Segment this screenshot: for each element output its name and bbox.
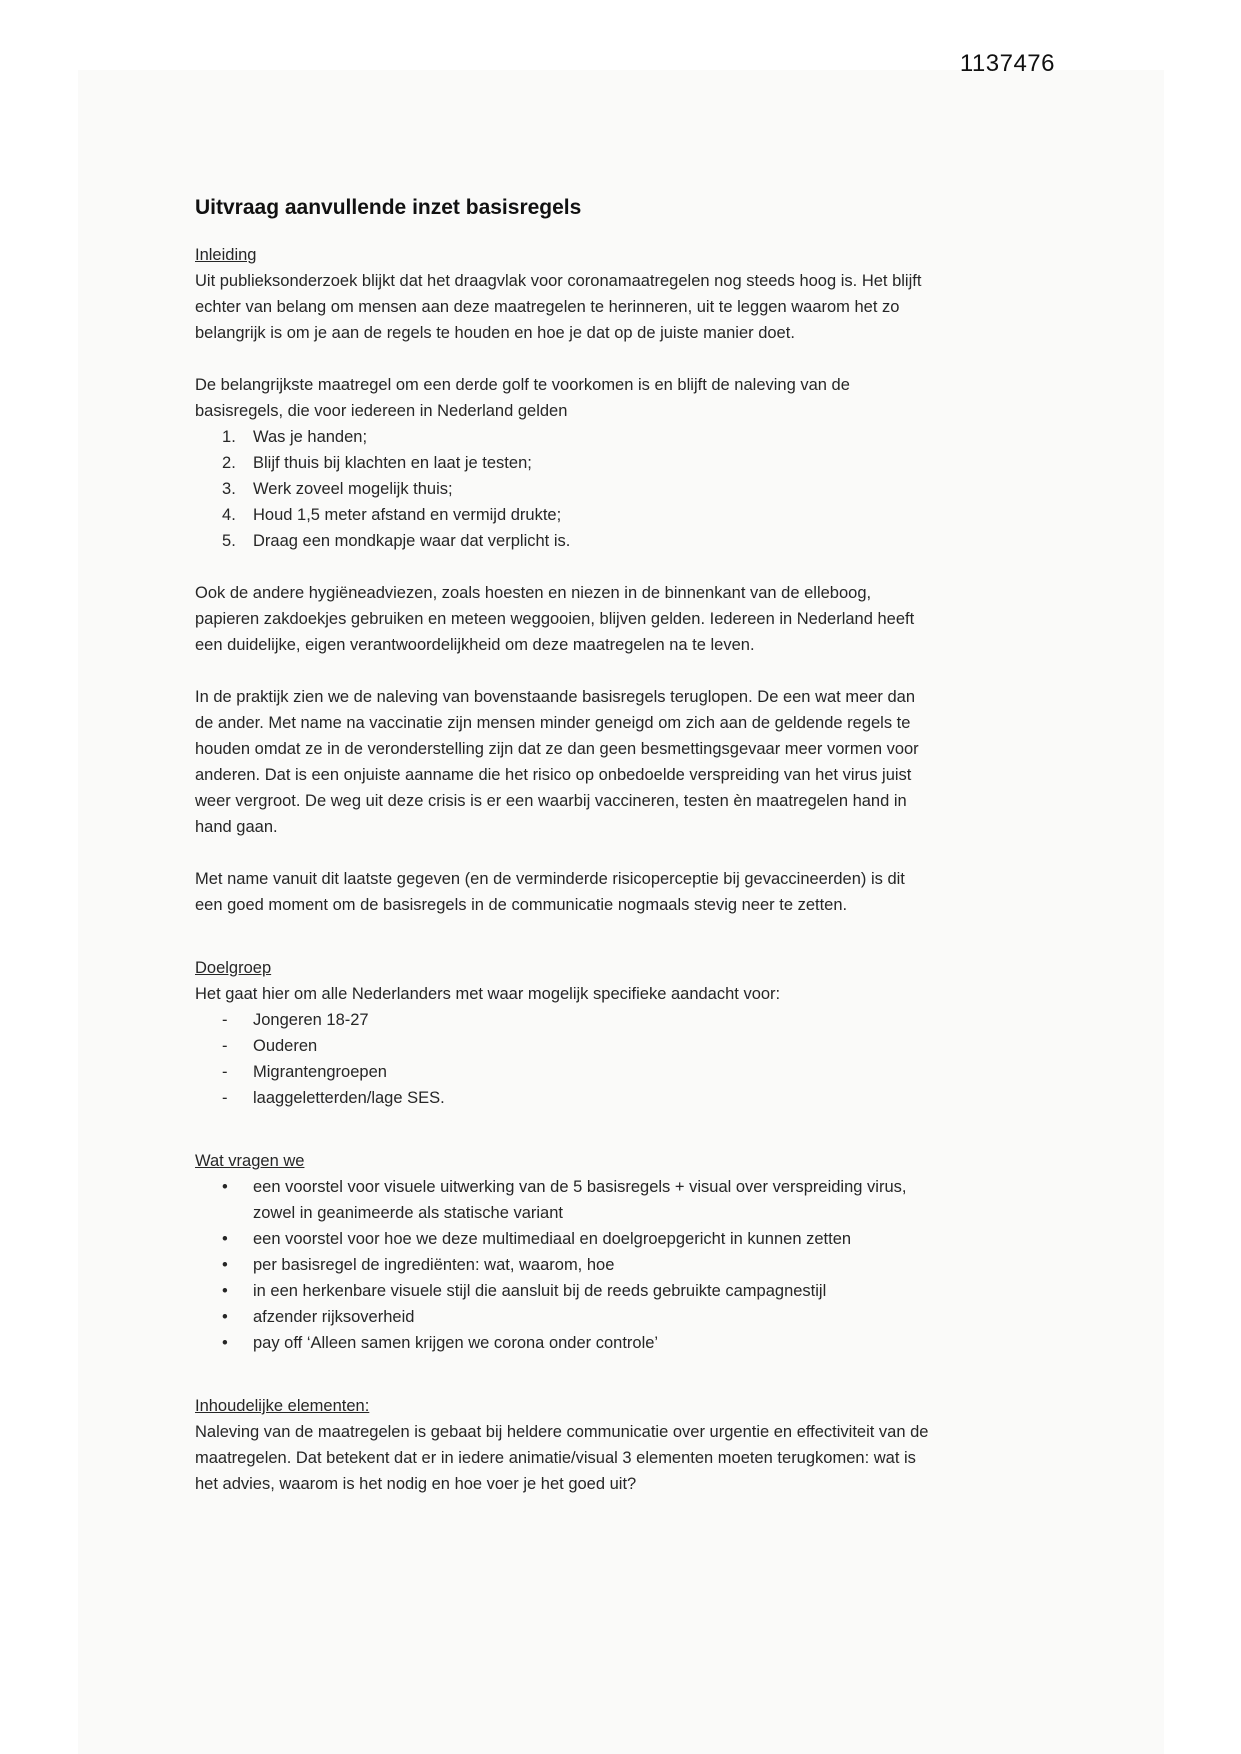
list-item [222,1007,935,1033]
list-item-text: • afzender rijksoverheid [253,1308,415,1326]
list-item-text: Werk zoveel mogelijk thuis; [253,480,453,498]
wat-vragen-we-list [195,1174,935,1356]
list-item-text: Was je handen; [253,428,368,446]
paragraph: Naleving van de maatregelen is gebaat bij heldere communicatie over urgentie en effectiviteit van de maatregelen. Dat betekent dat er in iedere animatie/visual 3 elementen moeten terugkomen: wat is het advies, waarom is het nodig en hoe voer je het goed uit? [195,1423,929,1493]
list-item [222,1278,935,1304]
paragraph: De belangrijkste maatregel om een derde golf te voorkomen is en blijft de naleving van de basisregels, die voor iedereen in Nederland gelden [195,376,850,420]
list-item [222,1059,935,1085]
section-inhoudelijke-elementen [195,1393,935,1497]
paragraph: Ook de andere hygiëneadviezen, zoals hoesten en niezen in de binnenkant van de elleboog, papieren zakdoekjes gebruiken en meteen weggooien, blijven gelden. Iedereen in Nederland heeft een duidelijke, eigen verantwoordelijkheid om deze maatregelen na te leven. [195,584,915,654]
list-item [222,1033,935,1059]
list-item-text: - laaggeletterden/lage SES. [253,1089,445,1107]
list-item [222,424,935,450]
list-item [222,476,935,502]
list-item-text: • per basisregel de ingrediënten: wat, waarom, hoe [253,1256,615,1274]
list-item [222,1085,935,1111]
list-item [222,1330,935,1356]
list-item-text: • een voorstel voor visuele uitwerking van de 5 basisregels + visual over verspreiding virus, zowel in geanimeerde als statische variant [253,1178,907,1222]
list-item-text: Draag een mondkapje waar dat verplicht is. [253,532,571,550]
section-heading-doelgroep: Doelgroep [195,959,272,977]
section-doelgroep [195,955,935,1111]
section-heading-inleiding: Inleiding [195,246,257,264]
list-item-text: - Jongeren 18-27 [253,1011,369,1029]
list-item [222,1226,935,1252]
page-number: 1137476 [959,50,1055,77]
document-body [195,194,935,1497]
list-item-text: • in een herkenbare visuele stijl die aansluit bij de reeds gebruikte campagnestijl [253,1282,827,1300]
doelgroep-list [195,1007,935,1111]
document-title: Uitvraag aanvullende inzet basisregels [195,196,582,219]
list-item [222,1252,935,1278]
list-item-text: • pay off ‘Alleen samen krijgen we corona onder controle’ [253,1334,659,1352]
list-item [222,450,935,476]
list-item-text: Houd 1,5 meter afstand en vermijd drukte; [253,506,562,524]
list-item [222,1304,935,1330]
paragraph: Uit publieksonderzoek blijkt dat het draagvlak voor coronamaatregelen nog steeds hoog is. Het blijft echter van belang om mensen aan deze maatregelen te herinneren, uit te leggen waarom het zo belangrijk is om je aan de regels te houden en hoe je dat op de juiste manier doet. [195,272,922,342]
paragraph: Met name vanuit dit laatste gegeven (en de verminderde risicoperceptie bij gevaccineerden) is dit een goed moment om de basisregels in de communicatie nogmaals stevig neer te zetten. [195,870,905,914]
section-inleiding [195,242,935,918]
list-item [222,502,935,528]
section-heading-inhoudelijke-elementen: Inhoudelijke elementen: [195,1397,370,1415]
section-heading-wat-vragen-we: Wat vragen we [195,1152,305,1170]
list-item-text: - Migrantengroepen [253,1063,387,1081]
list-item-text: Blijf thuis bij klachten en laat je testen; [253,454,532,472]
list-item [222,1174,935,1226]
list-item-text: - Ouderen [253,1037,318,1055]
paragraph: Het gaat hier om alle Nederlanders met waar mogelijk specifieke aandacht voor: [195,985,781,1003]
basisregels-list [195,424,935,554]
list-item [222,528,935,554]
section-wat-vragen-we [195,1148,935,1356]
paragraph: In de praktijk zien we de naleving van bovenstaande basisregels teruglopen. De een wat meer dan de ander. Met name na vaccinatie zijn mensen minder geneigd om zich aan de geldende regels te houden omdat ze in de veronderstelling zijn dat ze dan geen besmettingsgevaar meer vormen voor anderen. Dat is een onjuiste aanname die het risico op onbedoelde verspreiding van het virus juist weer vergroot. De weg uit deze crisis is er een waarbij vaccineren, testen èn maatregelen hand in hand gaan. [195,688,919,836]
list-item-text: • een voorstel voor hoe we deze multimediaal en doelgroepgericht in kunnen zetten [253,1230,852,1248]
